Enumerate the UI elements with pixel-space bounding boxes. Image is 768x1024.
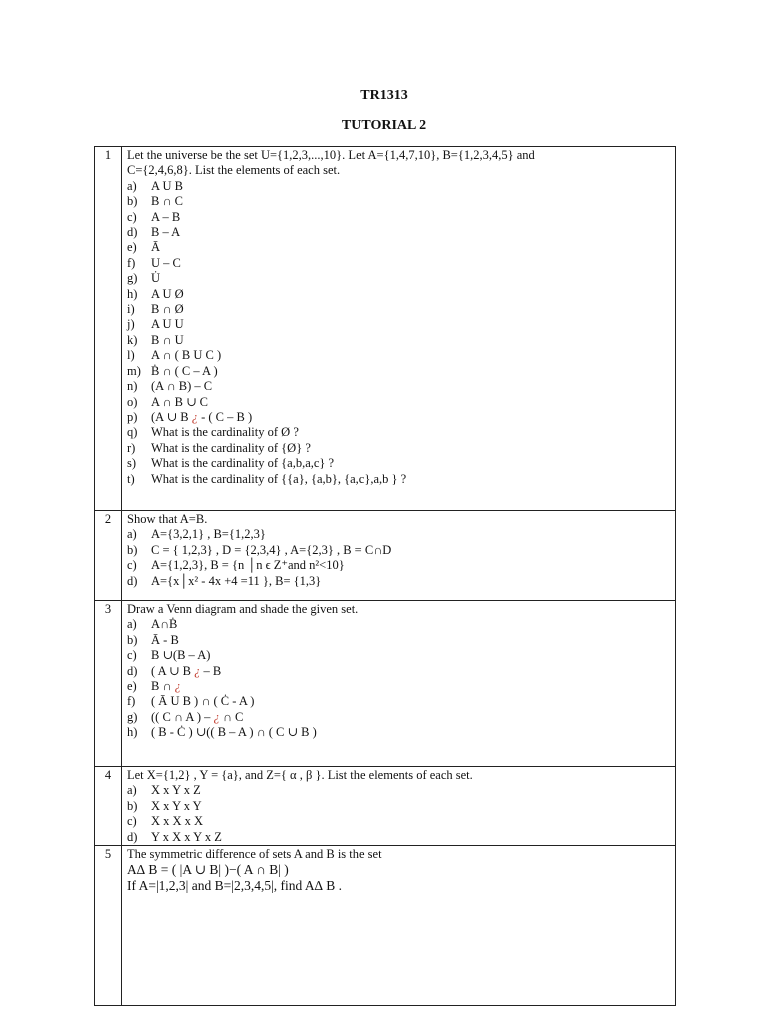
item-label: n) <box>127 379 138 394</box>
question-item <box>127 799 670 814</box>
item-text: ( Ā U B ) ∩ ( Ċ - A ) <box>151 694 255 709</box>
question-item <box>127 814 670 829</box>
item-text: B ∩ C <box>151 194 183 209</box>
item-text: A∩Ḃ <box>151 617 178 632</box>
question-row <box>95 511 676 601</box>
item-label: d) <box>127 663 138 678</box>
question-item <box>127 441 670 456</box>
question-stem: The symmetric difference of sets A and B is the set <box>127 847 382 862</box>
question-item <box>127 395 670 410</box>
question-item <box>127 543 670 558</box>
red-glyph: ¿ <box>213 709 220 724</box>
question-item <box>127 179 670 194</box>
question-item <box>127 410 670 425</box>
item-text: A U Ø <box>151 286 184 301</box>
item-label: b) <box>127 194 138 209</box>
item-label: e) <box>127 240 137 255</box>
question-body <box>122 846 676 1006</box>
question-item <box>127 333 670 348</box>
item-text: Y x X x Y x Z <box>151 829 222 844</box>
question-number: 5 <box>95 846 122 1006</box>
question-row <box>95 767 676 846</box>
tutorial-table <box>94 146 676 1006</box>
question-stem: Let the universe be the set U={1,2,3,...,10}. Let A={1,4,7,10}, B={1,2,3,4,5} and <box>127 148 535 162</box>
item-text: What is the cardinality of Ø ? <box>151 425 299 440</box>
item-text: B ∩ Ø <box>151 302 184 317</box>
question-row <box>95 846 676 1006</box>
item-label: b) <box>127 632 138 647</box>
item-label: a) <box>127 617 137 632</box>
item-text: A ∩ B ∪ C <box>151 394 209 409</box>
question-item <box>127 317 670 332</box>
item-text: U̇ <box>151 271 161 286</box>
item-text: What is the cardinality of {Ø} ? <box>151 440 311 455</box>
item-text: (A ∩ B) – C <box>151 379 213 394</box>
item-label: c) <box>127 648 137 663</box>
item-label: h) <box>127 286 138 301</box>
question-item <box>127 225 670 240</box>
item-text: B – A <box>151 225 181 240</box>
item-text: A={1,2,3}, B = {n │n ϵ Z⁺and n²<10} <box>151 558 345 573</box>
question-body <box>122 147 676 511</box>
question-item <box>127 287 670 302</box>
item-text: What is the cardinality of {{a}, {a,b}, {a,c},a,b } ? <box>151 471 407 486</box>
item-label: f) <box>127 255 136 270</box>
question-item <box>127 633 670 648</box>
question-item <box>127 694 670 709</box>
question-number: 4 <box>95 767 122 846</box>
question-stem: C={2,4,6,8}. List the elements of each set. <box>127 163 341 178</box>
question-row <box>95 601 676 767</box>
item-text: U – C <box>151 255 181 270</box>
red-glyph: ¿ <box>174 679 181 694</box>
question-number: 3 <box>95 601 122 767</box>
item-text: (( C ∩ A ) – ¿ ∩ C <box>151 709 244 724</box>
question-row <box>95 147 676 511</box>
item-text: X x X x X <box>151 814 204 829</box>
question-number: 2 <box>95 511 122 601</box>
item-text: (A ∪ B ¿ - ( C – B ) <box>151 409 253 424</box>
question-item <box>127 256 670 271</box>
item-text: X x Y x Z <box>151 783 201 798</box>
item-label: f) <box>127 694 136 709</box>
question-item <box>127 527 670 542</box>
course-code: TR1313 <box>360 88 408 103</box>
tutorial-title: TUTORIAL 2 <box>341 118 427 133</box>
item-label: g) <box>127 271 138 286</box>
question-item <box>127 648 670 663</box>
item-label: h) <box>127 725 138 740</box>
question-item <box>127 456 670 471</box>
question-item <box>127 617 670 632</box>
question-item <box>127 240 670 255</box>
question-item <box>127 271 670 286</box>
question-item <box>127 302 670 317</box>
item-label: e) <box>127 679 137 694</box>
item-text: Ā - B <box>151 632 179 647</box>
question-item <box>127 558 670 573</box>
item-text: A – B <box>151 209 181 224</box>
question-item <box>127 194 670 209</box>
item-label: r) <box>127 440 136 455</box>
item-text: Ḃ ∩ ( C – A ) <box>151 363 218 378</box>
question-stem: A∆ B = ( |A ∪ B| )−( A ∩ B| ) <box>127 862 289 878</box>
item-label: o) <box>127 394 138 409</box>
item-label: c) <box>127 814 137 829</box>
item-text: B ∪(B – A) <box>151 648 211 663</box>
question-stem: Let X={1,2} , Y = {a}, and Z={ α , β }. List the elements of each set. <box>127 768 473 782</box>
item-label: b) <box>127 542 138 557</box>
item-text: ( A ∪ B ¿ – B <box>151 663 222 678</box>
question-item <box>127 710 670 725</box>
question-item <box>127 425 670 440</box>
item-label: t) <box>127 471 135 486</box>
item-label: g) <box>127 709 138 724</box>
question-item <box>127 379 670 394</box>
item-label: k) <box>127 332 138 347</box>
question-item <box>127 783 670 798</box>
question-body <box>122 601 676 767</box>
item-text: A ∩ ( B U C ) <box>151 348 222 363</box>
question-number: 1 <box>95 147 122 511</box>
item-label: p) <box>127 409 138 424</box>
question-body <box>122 511 676 601</box>
red-glyph: ¿ <box>194 663 201 678</box>
question-item <box>127 348 670 363</box>
item-label: a) <box>127 527 137 542</box>
item-label: d) <box>127 573 138 588</box>
question-item <box>127 664 670 679</box>
item-label: j) <box>127 317 135 332</box>
question-item <box>127 574 670 589</box>
item-label: b) <box>127 798 138 813</box>
red-glyph: ¿ <box>191 409 198 424</box>
question-stem: Show that A=B. <box>127 512 208 526</box>
question-stem: Draw a Venn diagram and shade the given set. <box>127 602 359 616</box>
item-text: ( B - Ċ ) ∪(( B – A ) ∩ ( C ∪ B ) <box>151 725 317 740</box>
item-text: Ā <box>151 240 161 255</box>
item-label: m) <box>127 363 141 378</box>
item-text: A U U <box>151 317 184 332</box>
item-label: l) <box>127 348 135 363</box>
item-label: d) <box>127 829 138 844</box>
item-label: a) <box>127 783 137 798</box>
item-text: A={3,2,1} , B={1,2,3} <box>151 527 266 542</box>
item-text: B ∩ ¿ <box>151 679 181 694</box>
question-item <box>127 472 670 487</box>
item-text: What is the cardinality of {a,b,a,c} ? <box>151 456 335 471</box>
item-text: C = { 1,2,3} , D = {2,3,4} , A={2,3} , B = C∩D <box>151 542 392 557</box>
item-label: q) <box>127 425 138 440</box>
item-text: A={x│x² - 4x +4 =11 }, B= {1,3} <box>151 573 322 588</box>
question-item <box>127 210 670 225</box>
question-item <box>127 830 670 845</box>
item-label: c) <box>127 209 137 224</box>
item-label: i) <box>127 302 135 317</box>
item-text: B ∩ U <box>151 332 184 347</box>
question-body <box>122 767 676 846</box>
item-label: d) <box>127 225 138 240</box>
question-item <box>127 364 670 379</box>
question-item <box>127 725 670 740</box>
question-stem: If A=|1,2,3| and B=|2,3,4,5|, find A∆ B . <box>127 877 343 893</box>
item-label: c) <box>127 558 137 573</box>
item-label: s) <box>127 456 137 471</box>
item-label: a) <box>127 178 137 193</box>
item-text: X x Y x Y <box>151 798 202 813</box>
question-item <box>127 679 670 694</box>
item-text: A U B <box>151 178 183 193</box>
